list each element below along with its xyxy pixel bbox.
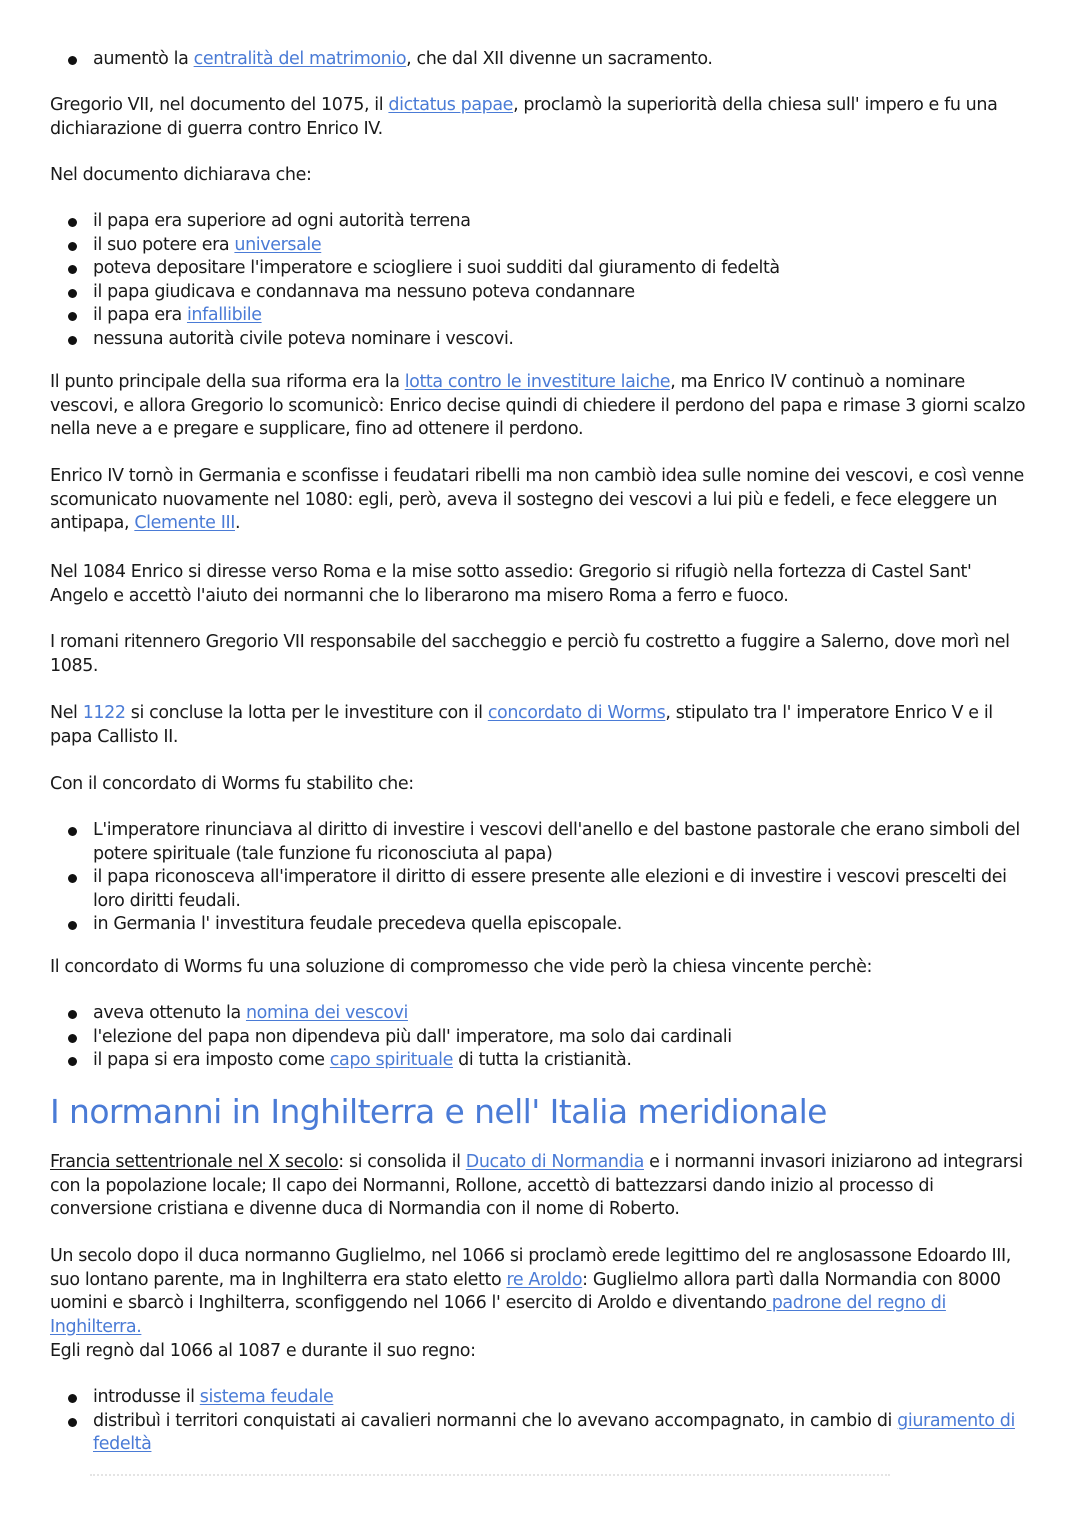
paragraph-concordato bbox=[50, 702, 1030, 749]
bullet-list-dictatus bbox=[62, 210, 1022, 351]
link-universale[interactable]: universale bbox=[234, 234, 322, 255]
link-sistema-feudale[interactable]: sistema feudale bbox=[199, 1387, 334, 1407]
paragraph-stabilito: Con il concordato di Worms fu stabilito che: bbox=[50, 774, 414, 794]
paragraph-compromesso: Il concordato di Worms fu una soluzione di compromesso che vide però la chiesa vincente perchè: bbox=[50, 957, 872, 977]
text: il suo potere era bbox=[93, 234, 235, 255]
underlined-text: Francia settentrionale nel X secolo bbox=[50, 1152, 339, 1172]
text: aveva ottenuto la bbox=[93, 1003, 246, 1023]
text: Enrico IV tornò in Germania e sconfisse i feudatari ribelli ma non cambiò idea sulle nomine dei vescovi, e così venne scomunicato nuovamente nel 1080: egli, però, aveva il sostegno dei vescovi a lui più e fedeli, e fece eleggere un antipapa, bbox=[50, 466, 1024, 533]
paragraph-assedio-roma: Nel 1084 Enrico si diresse verso Roma e la mise sotto assedio: Gregorio si rifugiò nella fortezza di Castel Sant' Angelo e accettò l'aiuto dei normanni che lo liberarono ma misero Roma a ferro e fuoco. bbox=[50, 562, 972, 606]
list-item: poteva depositare l'imperatore e sciogliere i suoi sudditi dal giuramento di fedeltà bbox=[62, 257, 1022, 281]
link-concordato-worms[interactable]: concordato di Worms bbox=[487, 703, 666, 723]
text: il papa si era imposto come bbox=[93, 1050, 330, 1070]
section-heading: I normanni in Inghilterra e nell' Italia meridionale bbox=[50, 1092, 827, 1131]
paragraph-normandia bbox=[50, 1151, 1030, 1222]
paragraph-enrico-germania bbox=[50, 465, 1030, 536]
paragraph-dictatus bbox=[50, 94, 1030, 141]
text: , ma Enrico IV continuò a nominare vescovi, e allora Gregorio lo scomunicò: Enrico decise quindi di chiedere il perdono del papa e rimase 3 giorni scalzo nella neve a e pregare e supplicare, fino ad ottenere il perdono. bbox=[50, 372, 1026, 439]
paragraph-intro-list: Nel documento dichiarava che: bbox=[50, 165, 312, 185]
text: , proclamò la superiorità della chiesa sull' impero e fu una dichiarazione di guerra contro Enrico IV. bbox=[50, 95, 998, 139]
paragraph-fuga-salerno: I romani ritennero Gregorio VII responsabile del saccheggio e perciò fu costretto a fuggire a Salerno, dove morì nel 1085. bbox=[50, 632, 1010, 676]
list-item: il papa giudicava e condannava ma nessuno poteva condannare bbox=[62, 281, 1022, 305]
bullet-list-worms bbox=[62, 819, 1022, 937]
paragraph-lotta-investiture bbox=[50, 371, 1030, 442]
text: distribuì i territori conquistati ai cavalieri normanni che lo avevano accompagnato, in cambio di bbox=[93, 1410, 898, 1431]
paragraph-guglielmo bbox=[50, 1245, 1030, 1339]
list-item bbox=[62, 234, 1022, 258]
text: Un secolo dopo il duca normanno Guglielmo, nel 1066 si proclamò erede legittimo del re anglosassone Edoardo III, suo lontano parente, ma in Inghilterra era stato eletto bbox=[50, 1246, 1011, 1290]
link-nomina-vescovi[interactable]: nomina dei vescovi bbox=[245, 1003, 408, 1023]
list-item: in Germania l' investitura feudale precedeva quella episcopale. bbox=[62, 913, 1022, 937]
link-1122[interactable]: 1122 bbox=[82, 703, 126, 723]
list-item: il papa riconosceva all'imperatore il diritto di essere presente alle elezioni e di investire i vescovi prescelti dei loro diritti feudali. bbox=[62, 866, 1022, 913]
text: aumentò la bbox=[93, 49, 194, 69]
list-item: il papa era superiore ad ogni autorità terrena bbox=[62, 210, 1022, 234]
list-item: L'imperatore rinunciava al diritto di investire i vescovi dell'anello e del bastone pastorale che erano simboli del potere spirituale (tale funzione fu riconosciuta al papa) bbox=[62, 819, 1022, 866]
list-item bbox=[62, 1049, 1022, 1073]
text: Nel bbox=[50, 703, 83, 723]
cut-off-text-line bbox=[90, 1474, 890, 1484]
text: di tutta la cristianità. bbox=[452, 1050, 632, 1070]
text: Il punto principale della sua riforma era la bbox=[50, 372, 405, 392]
bullet-list-marriage bbox=[62, 48, 1022, 72]
list-item bbox=[62, 48, 1022, 72]
link-ducato-normandia[interactable]: Ducato di Normandia bbox=[465, 1152, 644, 1172]
text: Gregorio VII, nel documento del 1075, il bbox=[50, 95, 389, 115]
text: , stipulato tra l' imperatore Enrico V e il papa Callisto II. bbox=[50, 703, 993, 747]
text: , che dal XII divenne un sacramento. bbox=[406, 49, 713, 69]
paragraph-regno: Egli regnò dal 1066 al 1087 e durante il suo regno: bbox=[50, 1341, 476, 1361]
text: : si consolida il bbox=[338, 1152, 466, 1172]
list-item: nessuna autorità civile poteva nominare i vescovi. bbox=[62, 328, 1022, 352]
bullet-list-chiesa-vincente bbox=[62, 1002, 1022, 1073]
link-re-aroldo[interactable]: re Aroldo bbox=[506, 1269, 583, 1290]
link-infallibile[interactable]: infallibile bbox=[186, 305, 262, 325]
link-dictatus-papae[interactable]: dictatus papae bbox=[388, 95, 514, 115]
text: il papa era bbox=[93, 305, 187, 325]
text: e i normanni invasori iniziarono ad integrarsi con la popolazione locale; Il capo dei Normanni, Rollone, accettò di battezzarsi dando inizio al processo di conversione cristiana e divenne duca di Normandia con il nome di Roberto. bbox=[50, 1152, 1023, 1219]
list-item bbox=[62, 1386, 1022, 1410]
text: si concluse la lotta per le investiture con il bbox=[125, 703, 488, 723]
link-lotta-investiture[interactable]: lotta contro le investiture laiche bbox=[404, 372, 671, 392]
link-centralita-matrimonio[interactable]: centralità del matrimonio bbox=[193, 49, 407, 69]
text: introdusse il bbox=[93, 1387, 200, 1407]
list-item bbox=[62, 1002, 1022, 1026]
list-item bbox=[62, 304, 1022, 328]
list-item: l'elezione del papa non dipendeva più dall' imperatore, ma solo dai cardinali bbox=[62, 1026, 1022, 1050]
link-capo-spirituale[interactable]: capo spirituale bbox=[329, 1050, 453, 1070]
link-clemente-iii[interactable]: Clemente III bbox=[134, 513, 235, 533]
bullet-list-regno bbox=[62, 1386, 1022, 1457]
link-giuramento-fedelta[interactable]: giuramento di fedeltà bbox=[93, 1410, 1015, 1454]
list-item bbox=[62, 1410, 1022, 1457]
link-padrone-regno[interactable]: padrone del regno di Inghilterra. bbox=[50, 1293, 946, 1337]
text: . bbox=[234, 513, 241, 533]
text: : Guglielmo allora partì dalla Normandia con 8000 uomini e sbarcò i Inghilterra, sconfiggendo nel 1066 l' esercito di Aroldo e diventando bbox=[50, 1269, 1001, 1313]
